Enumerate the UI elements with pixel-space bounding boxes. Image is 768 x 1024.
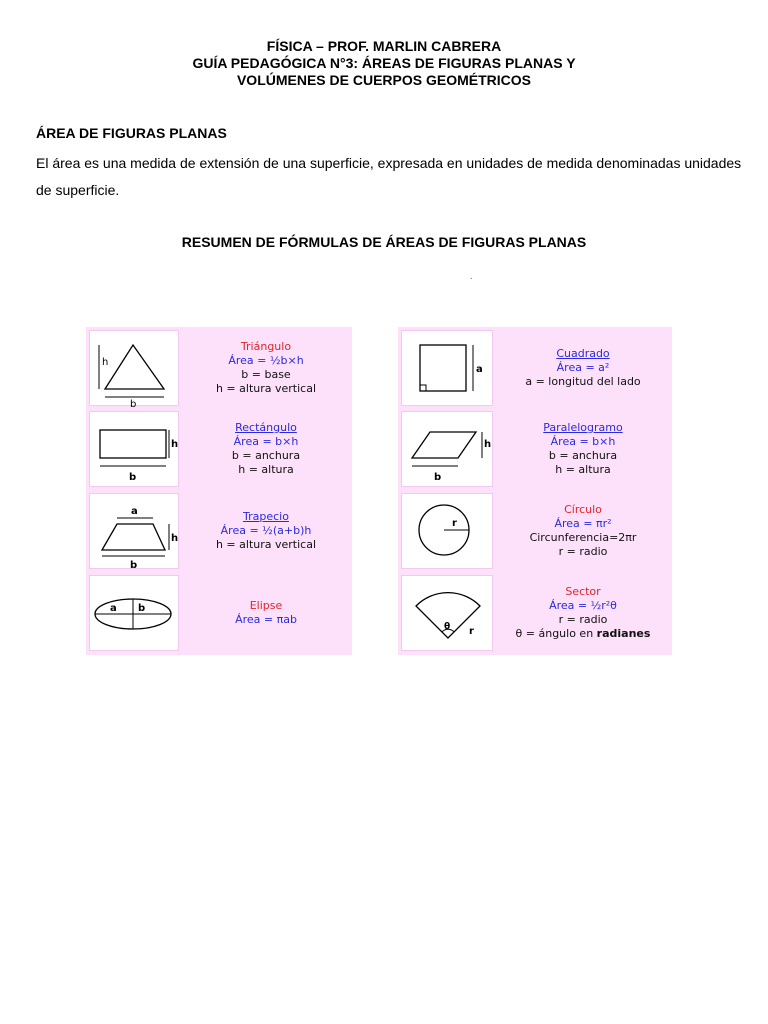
rectangle-line-1: b = anchura [231,449,301,462]
circle-label-r: r [452,518,457,529]
square-label-a: a [476,364,483,375]
triangle-figure [89,330,179,406]
sector-formula: Área = ½r²θ [549,599,617,612]
trapezoid-label-b: b [130,560,138,570]
sector-text [497,575,669,651]
sector-name: Sector [565,585,601,598]
ellipse-label-a: a [110,603,117,614]
trapezoid-figure [89,493,179,569]
section-title: ÁREA DE FIGURAS PLANAS [36,125,227,141]
ellipse-name: Elipse [249,599,283,612]
triangle-name: Triángulo [240,340,292,353]
square-line-1: a = longitud del lado [525,375,641,388]
square-formula: Área = a² [556,361,610,374]
section-paragraph: El área es una medida de extensión de una superficie, expresada en unidades de medida denominadas unidades de superficie. [36,155,742,198]
sector-line-2-emph: radianes [596,627,651,640]
summary-title: RESUMEN DE FÓRMULAS DE ÁREAS DE FIGURAS PLANAS [181,234,587,250]
triangle-line-1: b = base [241,368,291,381]
circle-line-1: Circunferencia=2πr [529,531,637,544]
rectangle-label-h: h [171,439,179,450]
parallelogram-label-b: b [434,472,442,483]
formula-table-left [86,327,352,655]
triangle-line-2: h = altura vertical [215,382,317,395]
trapezoid-name: Trapecio [243,510,289,523]
parallelogram-label-h: h [484,439,492,450]
trapezoid-label-h: h [171,533,179,544]
triangle-label-b: b [130,399,137,407]
sector-label-r: r [469,626,474,637]
trapezoid-label-a: a [131,506,138,517]
circle-figure [401,493,493,569]
rectangle-name: Rectángulo [235,421,297,434]
trapezoid-formula: Área = ½(a+b)h [220,524,312,537]
rectangle-label-b: b [129,472,137,483]
circle-text [497,493,669,569]
circle-name: Círculo [564,503,602,516]
trapezoid-text [183,493,349,569]
parallelogram-formula: Área = b×h [550,435,616,448]
parallelogram-figure [401,411,493,487]
rectangle-text [183,411,349,487]
parallelogram-name: Paralelogramo [543,421,623,434]
rectangle-line-2: h = altura [238,463,294,476]
rectangle-formula: Área = b×h [233,435,299,448]
circle-formula: Área = πr² [554,517,612,530]
square-text [497,330,669,406]
formula-table-right [398,327,672,655]
sector-line-2 [516,627,651,641]
ellipse-label-b: b [138,603,146,614]
ellipse-figure [89,575,179,651]
triangle-text [183,330,349,406]
triangle-label-h: h [102,357,109,368]
ellipse-formula: Área = πab [235,613,297,626]
square-name: Cuadrado [556,347,610,360]
circle-line-2: r = radio [558,545,608,558]
parallelogram-text [497,411,669,487]
doc-header-line1: FÍSICA – PROF. MARLIN CABRERA [266,38,502,54]
triangle-formula: Área = ½b×h [228,354,304,367]
parallelogram-line-1: b = anchura [548,449,618,462]
trapezoid-line-1: h = altura vertical [215,538,317,551]
sector-label-theta: θ [444,622,451,632]
sector-line-1: r = radio [558,613,608,626]
rectangle-figure [89,411,179,487]
ellipse-text [183,575,349,651]
parallelogram-line-2: h = altura [555,463,611,476]
doc-header-line2: GUÍA PEDAGÓGICA N°3: ÁREAS DE FIGURAS PLANAS Y [192,55,576,71]
doc-header-line3: VOLÚMENES DE CUERPOS GEOMÉTRICOS [236,72,532,88]
sector-line-2-text: θ = ángulo en [515,627,597,640]
sector-figure [401,575,493,651]
stray-dot: . [470,272,473,281]
square-figure [401,330,493,406]
